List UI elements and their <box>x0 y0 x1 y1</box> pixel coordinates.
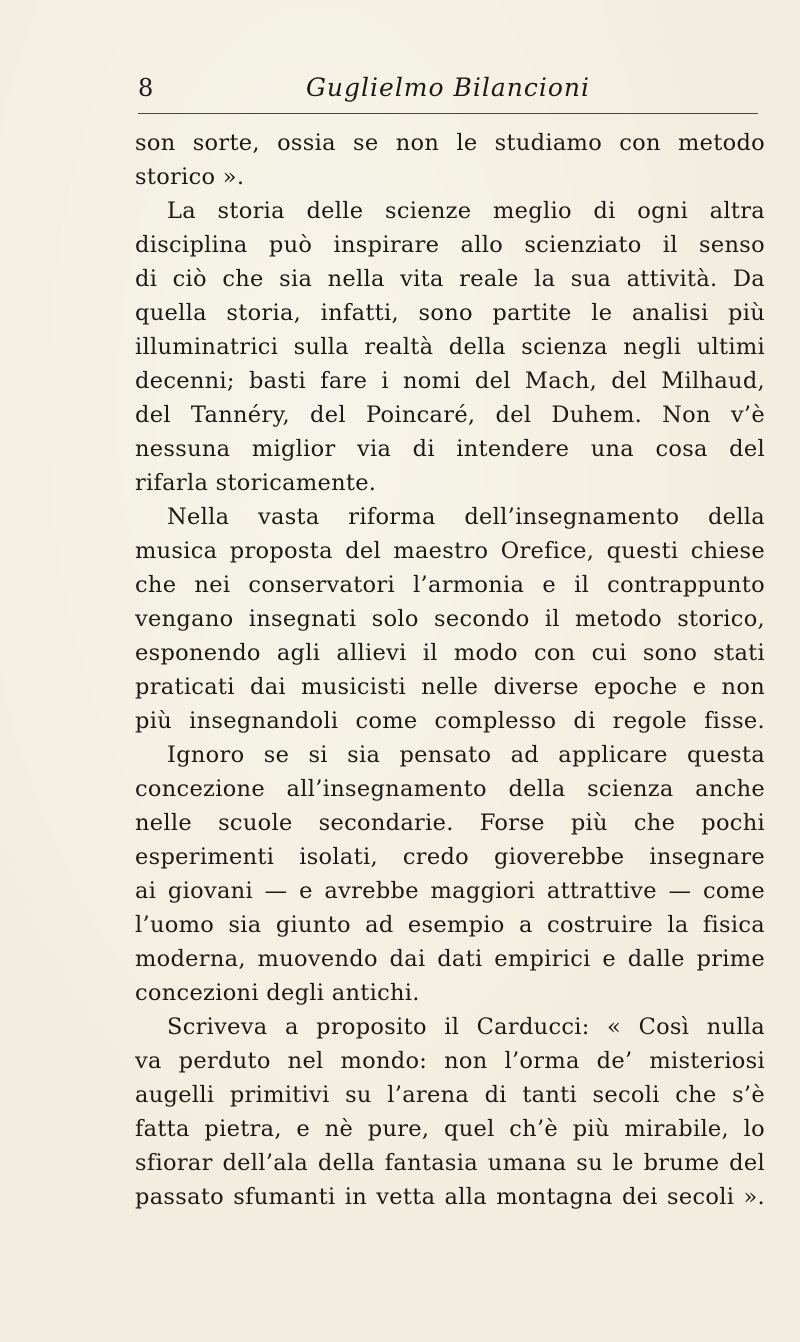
text-line: ai giovani — e avrebbe maggiori attrattive — come <box>135 878 765 904</box>
text-line: disciplina può inspirare allo scienziato il senso <box>135 232 765 258</box>
header-rule <box>138 113 758 114</box>
text-line: del Tannéry, del Poincaré, del Duhem. Non v’è <box>135 402 765 428</box>
text-line: moderna, muovendo dai dati empirici e dalle prime <box>135 946 765 972</box>
text-line: nessuna miglior via di intendere una cosa del <box>135 436 765 462</box>
text-line: Scriveva a proposito il Carducci: « Così nulla <box>167 1014 765 1040</box>
text-line: più insegnandoli come complesso di regole fisse. <box>135 708 765 734</box>
text-line: va perduto nel mondo: non l’orma de’ misteriosi <box>135 1048 765 1074</box>
text-line: quella storia, infatti, sono partite le analisi più <box>135 300 765 326</box>
text-line: l’uomo sia giunto ad esempio a costruire la fisica <box>135 912 765 938</box>
text-line: illuminatrici sulla realtà della scienza negli ultimi <box>135 334 765 360</box>
text-line: La storia delle scienze meglio di ogni altra <box>167 198 765 224</box>
text-line: decenni; basti fare i nomi del Mach, del Milhaud, <box>135 368 765 394</box>
text-line: storico ». <box>135 164 245 190</box>
text-line: concezioni degli antichi. <box>135 980 420 1006</box>
page-header <box>138 72 758 112</box>
text-line: vengano insegnati solo secondo il metodo storico, <box>135 606 765 632</box>
text-line: augelli primitivi su l’arena di tanti secoli che s’è <box>135 1082 765 1108</box>
text-line: musica proposta del maestro Orefice, questi chiese <box>135 538 765 564</box>
text-line: passato sfumanti in vetta alla montagna dei secoli ». <box>135 1184 765 1210</box>
text-line: Ignoro se si sia pensato ad applicare questa <box>167 742 765 768</box>
text-line: fatta pietra, e nè pure, quel ch’è più mirabile, lo <box>135 1116 765 1142</box>
text-line: concezione all’insegnamento della scienza anche <box>135 776 765 802</box>
text-line: esperimenti isolati, credo gioverebbe insegnare <box>135 844 765 870</box>
text-line: son sorte, ossia se non le studiamo con metodo <box>135 130 765 156</box>
body-text <box>135 126 765 1214</box>
text-line: Nella vasta riforma dell’insegnamento della <box>167 504 765 530</box>
text-line: praticati dai musicisti nelle diverse epoche e non <box>135 674 765 700</box>
text-line: esponendo agli allievi il modo con cui sono stati <box>135 640 765 666</box>
page-number: 8 <box>138 74 154 102</box>
text-line: di ciò che sia nella vita reale la sua attività. Da <box>135 266 765 292</box>
running-head: Guglielmo Bilancioni <box>305 73 591 102</box>
text-line: nelle scuole secondarie. Forse più che pochi <box>135 810 765 836</box>
text-line: rifarla storicamente. <box>135 470 377 496</box>
text-line: sfiorar dell’ala della fantasia umana su le brume del <box>135 1150 765 1176</box>
text-line: che nei conservatori l’armonia e il contrappunto <box>135 572 765 598</box>
